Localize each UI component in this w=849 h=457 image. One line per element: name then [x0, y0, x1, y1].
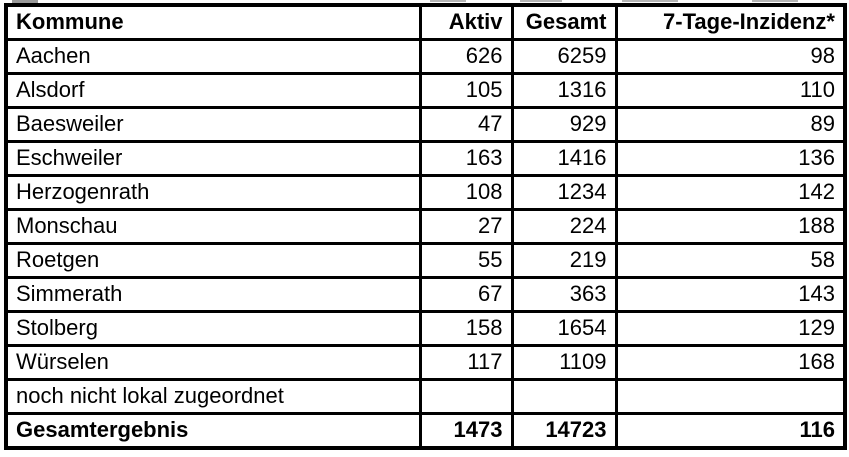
cell-gesamt: 929: [512, 108, 616, 142]
cell-gesamt: 219: [512, 244, 616, 278]
cell-aktiv: 105: [420, 74, 512, 108]
cell-kommune: Stolberg: [6, 312, 420, 346]
column-header-aktiv: Aktiv: [420, 5, 512, 40]
cell-kommune: Aachen: [6, 40, 420, 74]
cell-kommune: Herzogenrath: [6, 176, 420, 210]
crop-artifact: [430, 0, 466, 2]
cell-inzidenz: 89: [616, 108, 845, 142]
table-row: [6, 108, 845, 142]
cell-gesamt: [512, 380, 616, 414]
cell-kommune: Roetgen: [6, 244, 420, 278]
cell-inzidenz: 58: [616, 244, 845, 278]
column-header-inzidenz: 7-Tage-Inzidenz*: [616, 5, 845, 40]
header-row: [6, 5, 845, 40]
cell-gesamt: 14723: [512, 414, 616, 449]
crop-artifact: [622, 0, 678, 2]
table-row: [6, 346, 845, 380]
kommune-incidence-table: [4, 3, 847, 450]
total-row: [6, 414, 845, 449]
cell-inzidenz: 136: [616, 142, 845, 176]
cell-gesamt: 1109: [512, 346, 616, 380]
cell-aktiv: 27: [420, 210, 512, 244]
cell-gesamt: 1654: [512, 312, 616, 346]
cell-aktiv: 67: [420, 278, 512, 312]
cell-inzidenz: 116: [616, 414, 845, 449]
cell-inzidenz: [616, 380, 845, 414]
cell-aktiv: 117: [420, 346, 512, 380]
cell-kommune: Monschau: [6, 210, 420, 244]
cell-kommune: Gesamtergebnis: [6, 414, 420, 449]
cell-inzidenz: 129: [616, 312, 845, 346]
cell-aktiv: 108: [420, 176, 512, 210]
column-header-kommune: Kommune: [6, 5, 420, 40]
cell-gesamt: 1316: [512, 74, 616, 108]
table-row: [6, 380, 845, 414]
cell-aktiv: [420, 380, 512, 414]
cell-gesamt: 1234: [512, 176, 616, 210]
cell-aktiv: 158: [420, 312, 512, 346]
cell-kommune: noch nicht lokal zugeordnet: [6, 380, 420, 414]
cell-gesamt: 363: [512, 278, 616, 312]
cell-kommune: Eschweiler: [6, 142, 420, 176]
cell-kommune: Alsdorf: [6, 74, 420, 108]
cell-inzidenz: 142: [616, 176, 845, 210]
table-row: [6, 176, 845, 210]
table-row: [6, 210, 845, 244]
cell-gesamt: 224: [512, 210, 616, 244]
cell-aktiv: 163: [420, 142, 512, 176]
cell-kommune: Würselen: [6, 346, 420, 380]
cell-kommune: Baesweiler: [6, 108, 420, 142]
crop-artifact: [520, 0, 562, 2]
table-row: [6, 142, 845, 176]
crop-artifact: [752, 0, 798, 2]
table-row: [6, 278, 845, 312]
cell-inzidenz: 168: [616, 346, 845, 380]
table-row: [6, 40, 845, 74]
cell-inzidenz: 188: [616, 210, 845, 244]
cell-aktiv: 55: [420, 244, 512, 278]
cell-gesamt: 6259: [512, 40, 616, 74]
cell-aktiv: 626: [420, 40, 512, 74]
table-body: [6, 40, 845, 449]
column-header-gesamt: Gesamt: [512, 5, 616, 40]
table-row: [6, 74, 845, 108]
cell-inzidenz: 143: [616, 278, 845, 312]
cell-inzidenz: 110: [616, 74, 845, 108]
table-row: [6, 312, 845, 346]
cell-gesamt: 1416: [512, 142, 616, 176]
cell-aktiv: 1473: [420, 414, 512, 449]
cell-inzidenz: 98: [616, 40, 845, 74]
table-header: [6, 5, 845, 40]
table-row: [6, 244, 845, 278]
cell-kommune: Simmerath: [6, 278, 420, 312]
cell-aktiv: 47: [420, 108, 512, 142]
